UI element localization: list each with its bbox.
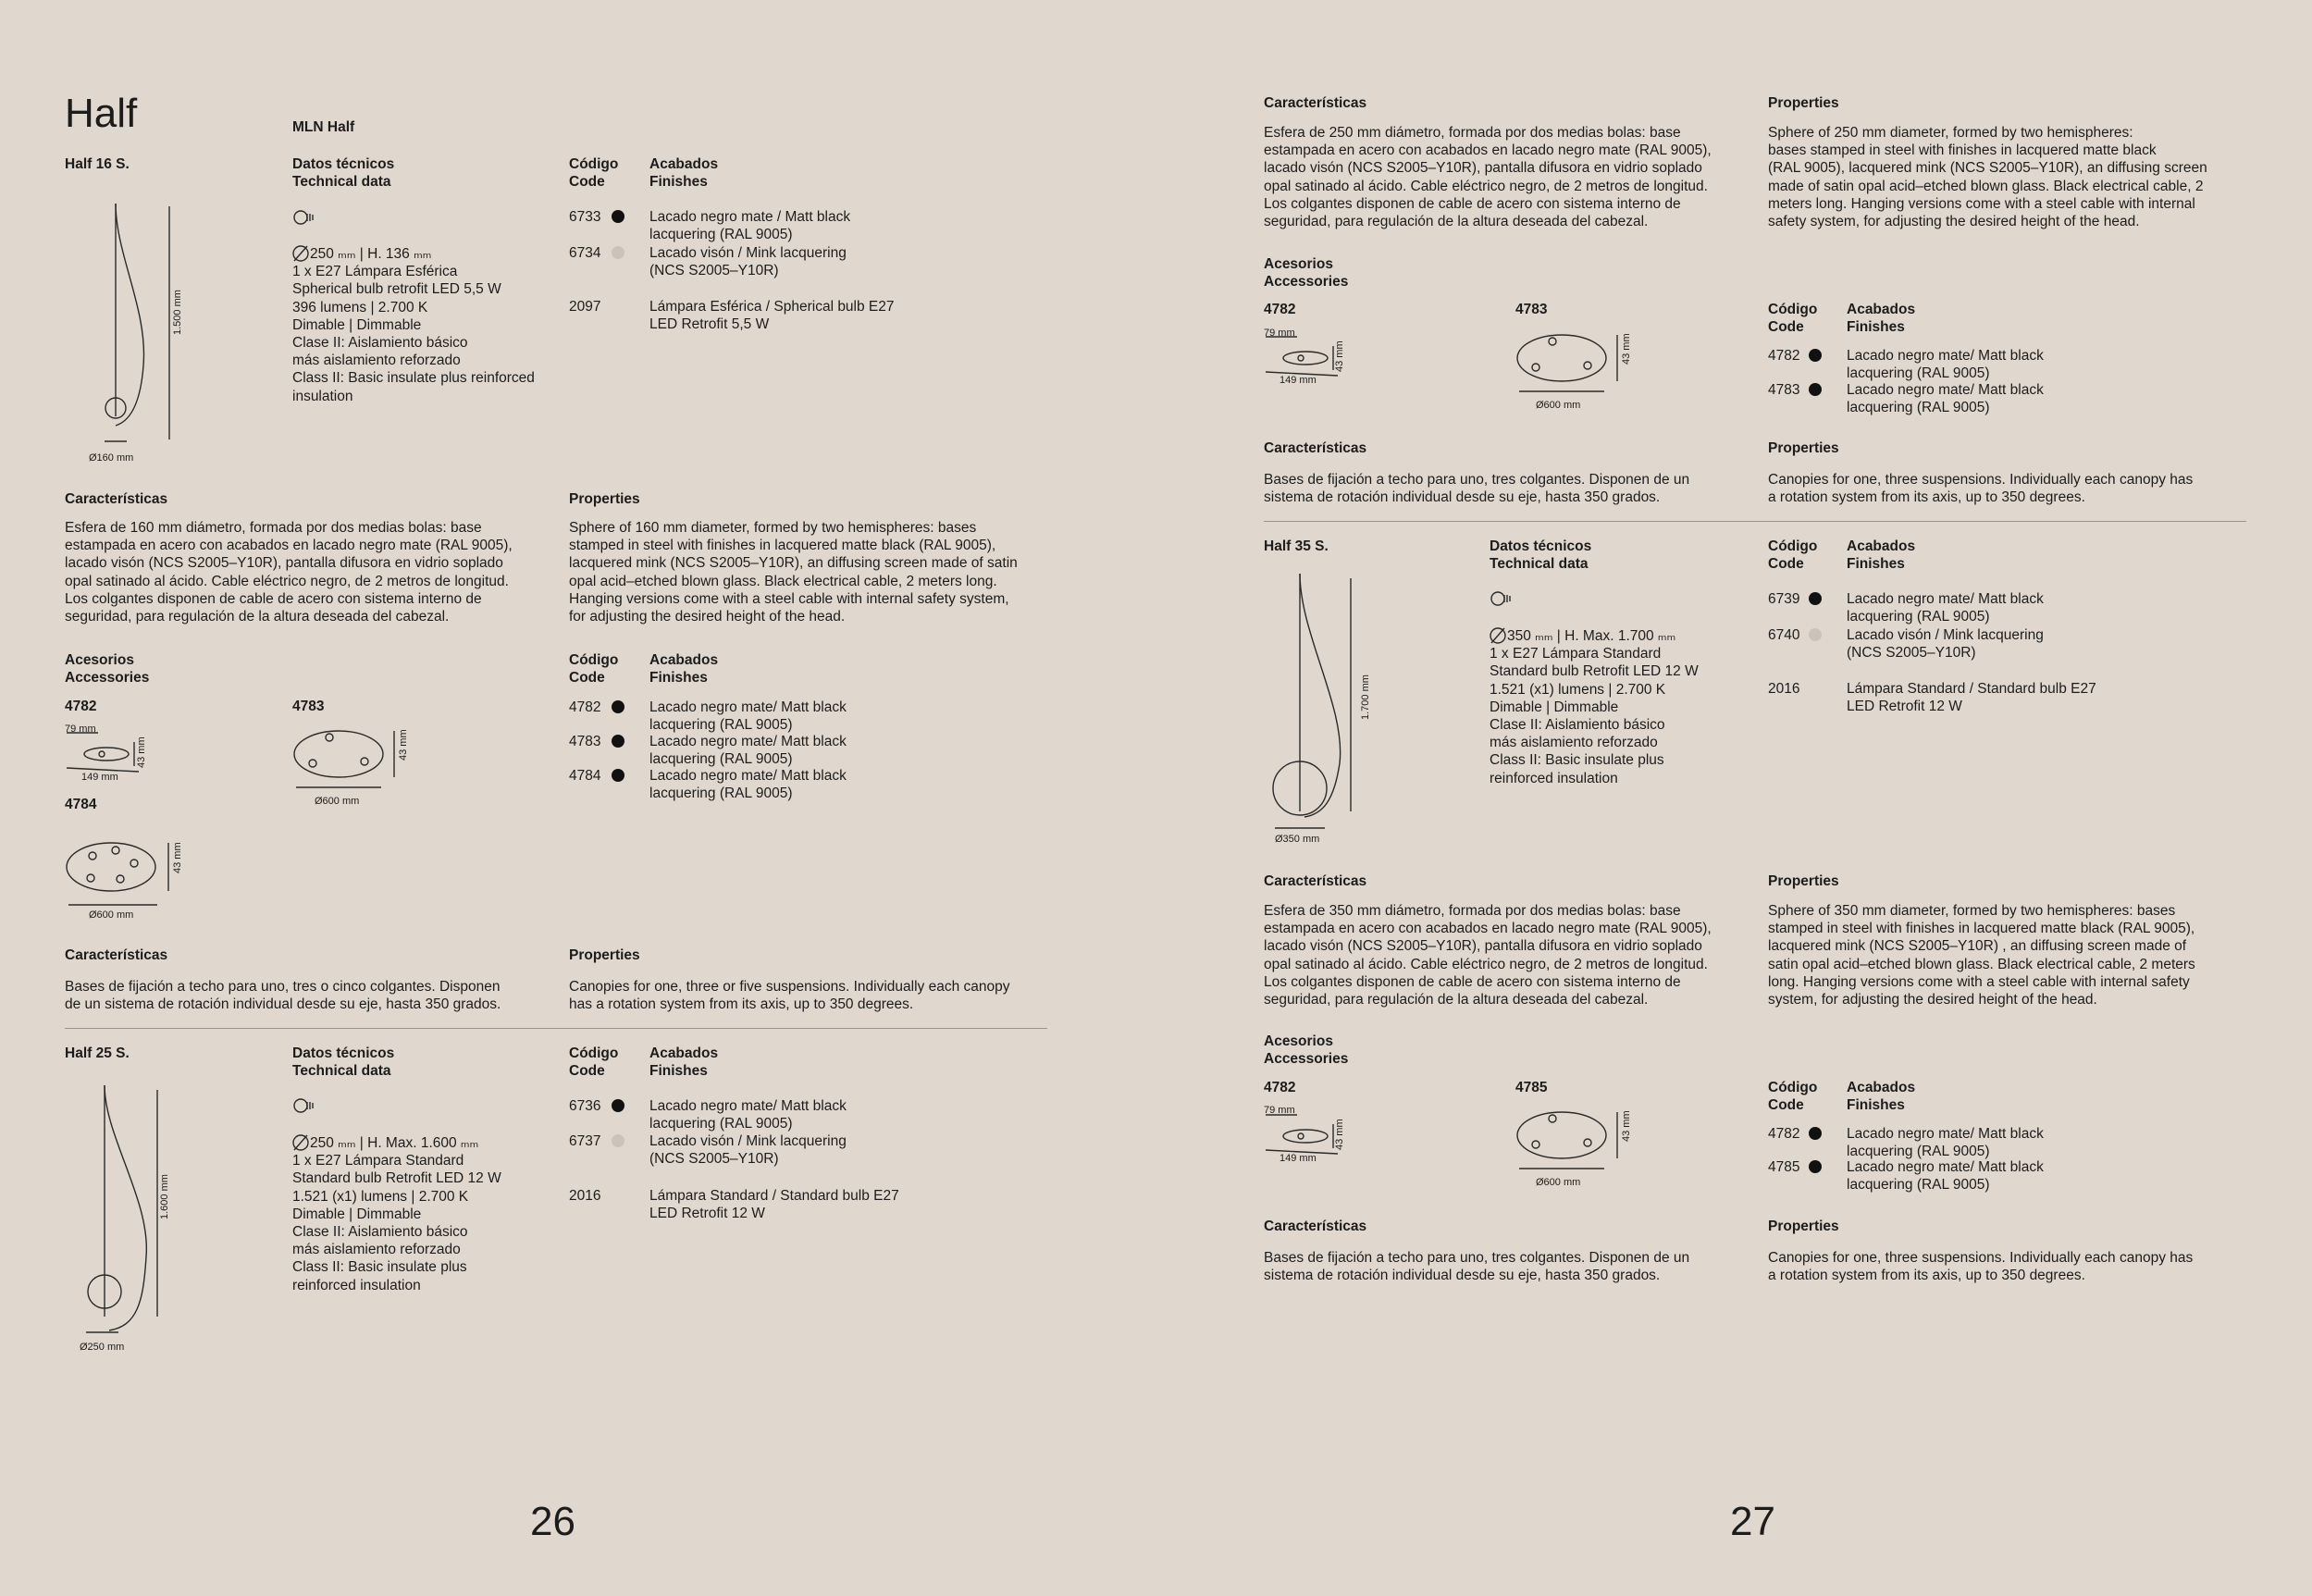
- half25-char-en-heading: Properties: [1768, 95, 1839, 111]
- dim-43: 43 mm: [1334, 340, 1345, 372]
- dim-43: 43 mm: [1334, 1119, 1345, 1150]
- acc2-char-en: Canopies for one, three suspensions. Individually each canopy has a rotation system from its axis, up to 350 degrees.: [1768, 1250, 2194, 1284]
- acc1-char-es-heading: Características: [1264, 440, 1367, 456]
- dim-600: Ø600 mm: [1536, 400, 1581, 411]
- dim-43: 43 mm: [1621, 333, 1632, 365]
- dim-600: Ø600 mm: [1536, 1177, 1581, 1188]
- acc-finish-header: Acabados Finishes: [1847, 1080, 1916, 1114]
- dim-43: 43 mm: [398, 729, 409, 761]
- half25-height-label: 1.600 mm: [159, 1174, 170, 1219]
- finish-text: Lámpara Standard / Standard bulb E27 LED Retrofit 12 W: [649, 1188, 899, 1222]
- finish-swatch-mink: [612, 246, 624, 259]
- dim-149: 149 mm: [1280, 1153, 1317, 1164]
- finish-code: 6740: [1768, 627, 1800, 643]
- half16-char-en-heading: Properties: [569, 491, 640, 507]
- half35-finish-header: Acabados Finishes: [1847, 538, 1916, 573]
- half16-code-header: Código Code: [569, 156, 619, 191]
- acc1-char-en: Canopies for one, three suspensions. Individually each canopy has a rotation system from its axis, up to 350 degrees.: [1768, 472, 2194, 506]
- half16-lamp-drawing: [97, 199, 180, 467]
- bulb-icon: [1490, 590, 1517, 607]
- dim-79: 79 mm: [65, 724, 96, 735]
- half16-tech-spec: 250 ₘₘ | H. 136 ₘₘ 1 x E27 Lámpara Esférica Spherical bulb retrofit LED 5,5 W 396 lumens | 2.700 K Dimable | Dimmable Clase II: Aislamiento básico más aislamiento reforzado Class II: Basic insulate plus reinforced insulation: [292, 246, 535, 404]
- dim-79: 79 mm: [1264, 1105, 1295, 1116]
- finish-swatch-black: [1809, 1160, 1822, 1173]
- half16-char-es-heading: Características: [65, 491, 168, 507]
- half35-diameter-label: Ø350 mm: [1275, 834, 1320, 845]
- acc2-char-es-heading: Características: [1264, 1219, 1367, 1234]
- acc-4782-label: 4782: [1264, 1080, 1296, 1095]
- accessories-header: Acesorios Accessories: [65, 652, 150, 687]
- finish-swatch-black: [1809, 592, 1822, 605]
- finish-code: 6737: [569, 1133, 601, 1149]
- finish-text: Lacado negro mate/ Matt black lacquering (RAL 9005): [1847, 591, 2044, 625]
- finish-code: 6736: [569, 1098, 601, 1114]
- page-number: 26: [530, 1499, 575, 1544]
- canopy-4784-drawing: [65, 837, 185, 902]
- page-title: Half: [65, 91, 138, 136]
- finish-text: Lacado visón / Mink lacquering (NCS S2005–Y10R): [1847, 627, 2044, 662]
- acc1-char-es: Bases de fijación a techo para uno, tres colgantes. Disponen de un sistema de rotación individual desde su eje, hasta 350 grados.: [1264, 472, 1690, 506]
- half16-char-es: Esfera de 160 mm diámetro, formada por dos medias bolas: base estampada en acero con acabados en lacado negro mate (RAL 9005), lacado visón (NCS S2005–Y10R), pantalla difusora en vidrio soplado opal satinado al ácido. Cable eléctrico negro, de 2 metros de longitud. Los colgantes disponen de cable de acero con sistema interno de seguridad, para regulación de la altura deseada del cabezal.: [65, 520, 513, 625]
- acc-4782-label: 4782: [1264, 302, 1296, 317]
- acc-4783-label: 4783: [1515, 302, 1548, 317]
- half25-diameter-label: Ø250 mm: [80, 1342, 125, 1353]
- canopy-4783-drawing: [292, 726, 403, 791]
- finish-swatch-black: [1809, 383, 1822, 396]
- half25-finish-header: Acabados Finishes: [649, 1045, 719, 1080]
- acc-finish-text: Lacado negro mate/ Matt black lacquering (RAL 9005): [649, 734, 847, 768]
- dim-600: Ø600 mm: [89, 909, 134, 921]
- acc-finish-text: Lacado negro mate/ Matt black lacquering (RAL 9005): [1847, 348, 2044, 382]
- canopy-4783-drawing: [1515, 330, 1626, 395]
- half16-diameter-label: Ø160 mm: [89, 452, 134, 464]
- finish-code: 6739: [1768, 591, 1800, 607]
- collection-name: MLN Half: [292, 119, 355, 135]
- finish-swatch-mink: [612, 1134, 624, 1147]
- finish-text: Lacado negro mate / Matt black lacquering (RAL 9005): [649, 209, 851, 243]
- dim-600: Ø600 mm: [315, 796, 360, 807]
- half25-char-es: Esfera de 250 mm diámetro, formada por dos medias bolas: base estampada en acero con acabados en lacado negro mate (RAL 9005), lacado visón (NCS S2005–Y10R), pantalla difusora en vidrio soplado opal satinado al ácido. Cable eléctrico negro, de 2 metros de longitud. Los colgantes disponen de cable de acero con sistema interno de seguridad, para regulación de la altura deseada del cabezal.: [1264, 125, 1712, 230]
- acc-code-header: Código Code: [1768, 302, 1818, 336]
- finish-swatch-black: [612, 769, 624, 782]
- finish-swatch-black: [612, 735, 624, 748]
- finish-text: Lámpara Esférica / Spherical bulb E27 LED Retrofit 5,5 W: [649, 299, 895, 333]
- half25-char-en: Sphere of 250 mm diameter, formed by two hemispheres: bases stamped in steel with finishes in lacquered matte black (RAL 9005), lacquered mink (NCS S2005–Y10R), an diffusing screen made of satin opal acid–etched blown glass. Black electrical cable, 2 meters long. Hanging versions come with a steel cable with internal safety system, for adjusting the desired height of the head.: [1768, 125, 2207, 230]
- page-number: 27: [1730, 1499, 1775, 1544]
- half25-code-header: Código Code: [569, 1045, 619, 1080]
- finish-text: Lámpara Standard / Standard bulb E27 LED Retrofit 12 W: [1847, 681, 2096, 715]
- dim-43: 43 mm: [1621, 1110, 1632, 1142]
- canopy-4785-drawing: [1515, 1107, 1626, 1172]
- half25-tech-spec: 250 ₘₘ | H. Max. 1.600 ₘₘ 1 x E27 Lámpara Standard Standard bulb Retrofit LED 12 W 1.521 (x1) lumens | 2.700 K Dimable | Dimmable Clase II: Aislamiento básico más aislamiento reforzado Class II: Basic insulate plus reinforced insulation: [292, 1135, 501, 1293]
- bulb-icon: [292, 209, 320, 226]
- half35-char-en: Sphere of 350 mm diameter, formed by two hemispheres: bases stamped in steel with finishes in lacquered matte black (RAL 9005), lacquered mink (NCS S2005–Y10R) , an diffusing screen made of satin opal acid–etched blown glass. Black electrical cable, 2 meters long. Hanging versions come with a steel cable with internal safety system, for adjusting the desired height of the head.: [1768, 903, 2195, 1008]
- acc2-char-es: Bases de fijación a techo para uno, tres colgantes. Disponen de un sistema de rotación individual desde su eje, hasta 350 grados.: [1264, 1250, 1690, 1284]
- acc-char-en: Canopies for one, three or five suspensions. Individually each canopy has a rotation system from its axis, up to 350 degrees.: [569, 979, 1010, 1013]
- acc-code: 4783: [1768, 382, 1800, 398]
- finish-swatch-black: [1809, 349, 1822, 362]
- half35-tech-header: Datos técnicos Technical data: [1490, 538, 1592, 573]
- half25-tech-header: Datos técnicos Technical data: [292, 1045, 395, 1080]
- half25-char-es-heading: Características: [1264, 95, 1367, 111]
- accessories-header: Acesorios Accessories: [1264, 256, 1349, 291]
- half16-height-label: 1.500 mm: [172, 290, 183, 335]
- finish-text: Lacado visón / Mink lacquering (NCS S2005–Y10R): [649, 245, 847, 279]
- dim-43: 43 mm: [172, 842, 183, 873]
- half16-name: Half 16 S.: [65, 156, 130, 172]
- acc-code-header: Código Code: [569, 652, 619, 687]
- half35-code-header: Código Code: [1768, 538, 1818, 573]
- acc-4784-label: 4784: [65, 797, 97, 812]
- acc-char-en-heading: Properties: [569, 947, 640, 963]
- finish-swatch-black: [612, 210, 624, 223]
- half35-name: Half 35 S.: [1264, 538, 1329, 554]
- acc-4785-label: 4785: [1515, 1080, 1548, 1095]
- finish-swatch-black: [612, 700, 624, 713]
- dim-149: 149 mm: [81, 772, 118, 783]
- acc-code: 4784: [569, 768, 601, 784]
- finish-code: 2016: [569, 1188, 601, 1204]
- finish-swatch-black: [612, 1099, 624, 1112]
- half35-char-es: Esfera de 350 mm diámetro, formada por dos medias bolas: base estampada en acero con acabados en lacado negro mate (RAL 9005), lacado visón (NCS S2005–Y10R), pantalla difusora en vidrio soplado opal satinado al ácido. Cable eléctrico negro, de 2 metros de longitud. Los colgantes disponen de cable de acero con sistema interno de seguridad, para regulación de la altura deseada del cabezal.: [1264, 903, 1712, 1008]
- dim-79: 79 mm: [1264, 328, 1295, 339]
- half35-char-en-heading: Properties: [1768, 873, 1839, 889]
- finish-code: 6733: [569, 209, 601, 225]
- acc2-char-en-heading: Properties: [1768, 1219, 1839, 1234]
- half16-tech-header: Datos técnicos Technical data: [292, 156, 395, 191]
- acc-char-es: Bases de fijación a techo para uno, tres o cinco colgantes. Disponen de un sistema de rotación individual desde su eje, hasta 350 grados.: [65, 979, 501, 1013]
- acc-finish-text: Lacado negro mate/ Matt black lacquering (RAL 9005): [1847, 1126, 2044, 1160]
- acc-finish-text: Lacado negro mate/ Matt black lacquering (RAL 9005): [649, 768, 847, 802]
- acc-finish-header: Acabados Finishes: [649, 652, 719, 687]
- half35-height-label: 1.700 mm: [1360, 674, 1371, 720]
- half35-char-es-heading: Características: [1264, 873, 1367, 889]
- finish-code: 6734: [569, 245, 601, 261]
- acc-finish-header: Acabados Finishes: [1847, 302, 1916, 336]
- section-divider: [1264, 521, 2246, 522]
- acc-4782-label: 4782: [65, 699, 97, 714]
- half16-char-en: Sphere of 160 mm diameter, formed by two hemispheres: bases stamped in steel with finishes in lacquered matte black (RAL 9005), lacquered mink (NCS S2005–Y10R), an diffusing screen made of satin opal acid–etched blown glass. Black electrical cable, 2 meters long. Hanging versions come with a steel cable with internal safety system, for adjusting the desired height of the head.: [569, 520, 1018, 625]
- finish-swatch-black: [1809, 1127, 1822, 1140]
- acc-code: 4782: [569, 699, 601, 715]
- finish-text: Lacado visón / Mink lacquering (NCS S2005–Y10R): [649, 1133, 847, 1168]
- acc-finish-text: Lacado negro mate/ Matt black lacquering (RAL 9005): [1847, 1159, 2044, 1194]
- accessories-header: Acesorios Accessories: [1264, 1033, 1349, 1068]
- acc-4783-label: 4783: [292, 699, 325, 714]
- bulb-icon: [292, 1097, 320, 1114]
- acc-code: 4785: [1768, 1159, 1800, 1175]
- acc-char-es-heading: Características: [65, 947, 168, 963]
- finish-code: 2016: [1768, 681, 1800, 697]
- half35-tech-spec: 350 ₘₘ | H. Max. 1.700 ₘₘ 1 x E27 Lámpara Standard Standard bulb Retrofit LED 12 W 1.521 (x1) lumens | 2.700 K Dimable | Dimmable Clase II: Aislamiento básico más aislamiento reforzado Class II: Basic insulate plus reinforced insulation: [1490, 628, 1699, 786]
- dim-149: 149 mm: [1280, 375, 1317, 386]
- acc-code: 4782: [1768, 1126, 1800, 1142]
- acc-finish-text: Lacado negro mate/ Matt black lacquering (RAL 9005): [1847, 382, 2044, 416]
- acc-finish-text: Lacado negro mate/ Matt black lacquering (RAL 9005): [649, 699, 847, 734]
- section-divider: [65, 1028, 1047, 1029]
- acc-code: 4782: [1768, 348, 1800, 364]
- half16-finish-header: Acabados Finishes: [649, 156, 719, 191]
- finish-code: 2097: [569, 299, 601, 315]
- acc1-char-en-heading: Properties: [1768, 440, 1839, 456]
- acc-code-header: Código Code: [1768, 1080, 1818, 1114]
- dim-43: 43 mm: [136, 736, 147, 768]
- acc-code: 4783: [569, 734, 601, 749]
- finish-swatch-mink: [1809, 628, 1822, 641]
- half25-name: Half 25 S.: [65, 1045, 130, 1061]
- finish-text: Lacado negro mate/ Matt black lacquering (RAL 9005): [649, 1098, 847, 1132]
